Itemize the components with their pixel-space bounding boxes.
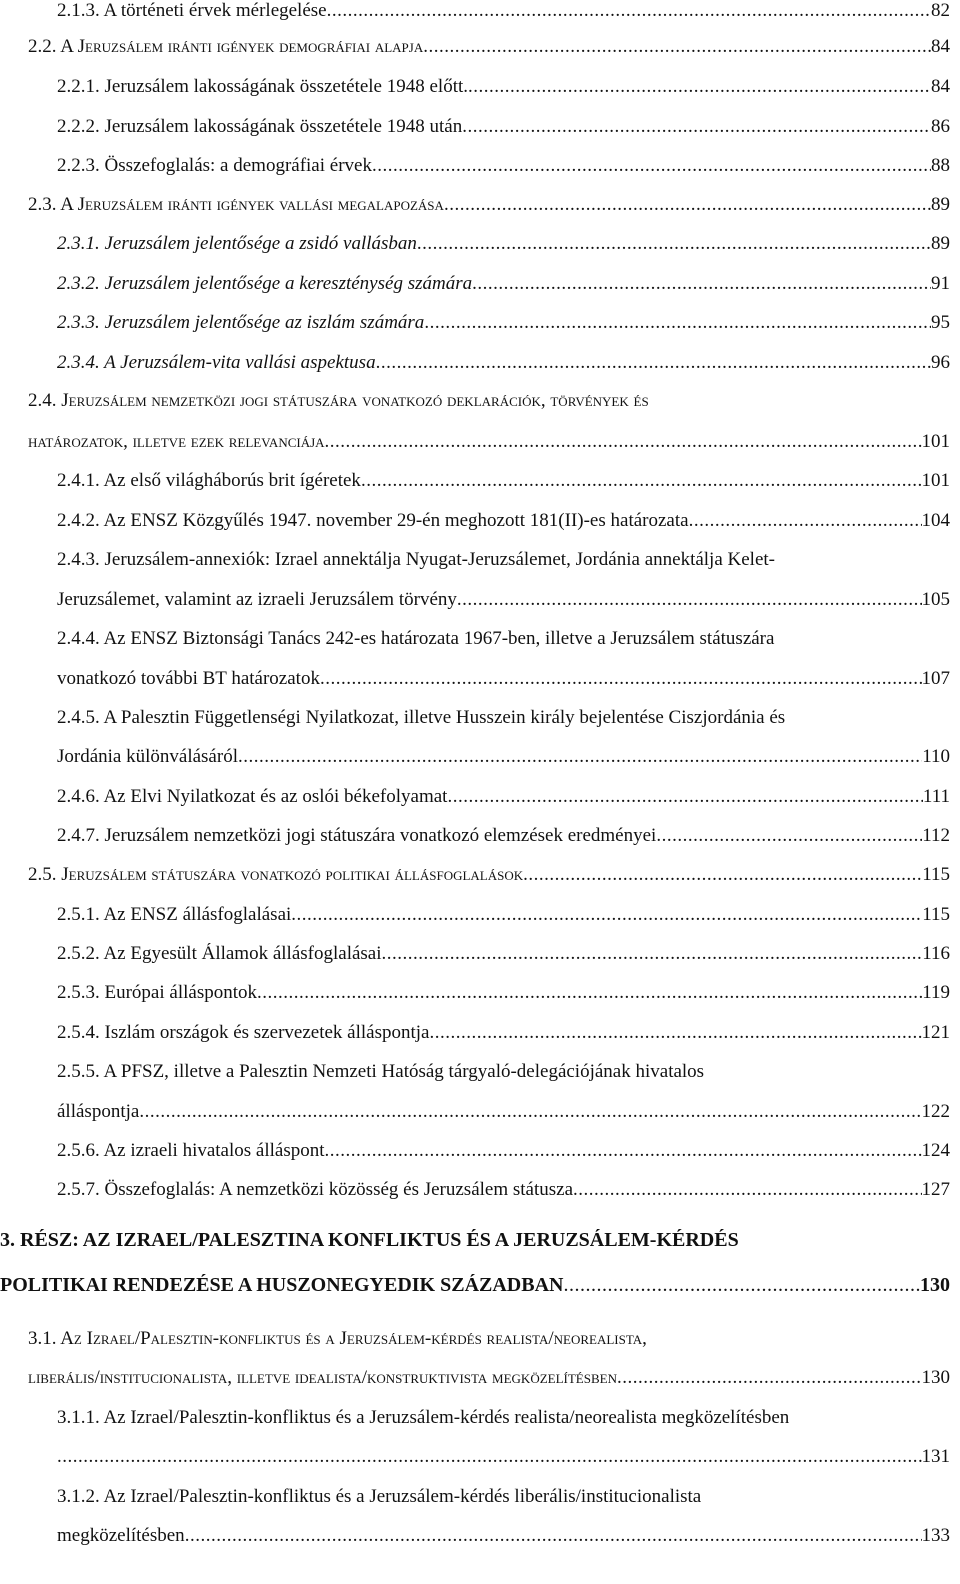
toc-entry-title: 2.3.2. Jeruzsálem jelentősége a kereszténység számára [57, 273, 473, 294]
toc-entry-title: 2.3.4. A Jeruzsálem-vita vallási aspektusa [57, 352, 376, 373]
dot-leader [573, 1179, 921, 1201]
toc-entry[interactable] [57, 233, 950, 263]
toc-entry-title: 2.5. Jeruzsálem státuszára vonatkozó politikai állásfoglalások [28, 864, 524, 885]
toc-entry[interactable] [57, 746, 950, 776]
toc-entry-title: megközelítésben [57, 1525, 185, 1546]
toc-page-number: 115 [922, 864, 950, 885]
toc-entry[interactable] [57, 1446, 950, 1476]
toc-page-number: 88 [931, 155, 950, 176]
dot-leader [325, 1140, 922, 1162]
toc-entry-title: 2.4.1. Az első világháborús brit ígéretek [57, 470, 361, 491]
toc-entry-title: 3.1. Az Izrael/Palesztin-konfliktus és a Jeruzsálem-kérdés realista/neorealista, [28, 1328, 647, 1349]
toc-entry-title: 3. RÉSZ: AZ IZRAEL/PALESZTINA KONFLIKTUS ÉS A JERUZSÁLEM-KÉRDÉS [0, 1229, 739, 1251]
toc-entry-title: POLITIKAI RENDEZÉSE A HUSZONEGYEDIK SZÁZADBAN [0, 1274, 564, 1296]
toc-page-number: 89 [931, 194, 950, 215]
toc-entry-title: 2.5.4. Iszlám országok és szervezetek álláspontja [57, 1022, 430, 1043]
toc-entry[interactable] [57, 312, 950, 342]
toc-entry-title: 2.1.3. A történeti érvek mérlegelése [57, 0, 327, 21]
toc-entry[interactable] [57, 943, 950, 973]
toc-entry-title: 2.3.1. Jeruzsálem jelentősége a zsidó vallásban [57, 233, 417, 254]
dot-leader [523, 864, 922, 886]
dot-leader [447, 786, 922, 808]
toc-entry-title: 2.2.1. Jeruzsálem lakosságának összetétele 1948 előtt. [57, 76, 469, 97]
toc-entry-title: 2.3. A Jeruzsálem iránti igények vallási megalapozása [28, 194, 444, 215]
toc-entry-title: 3.1.2. Az Izrael/Palesztin-konfliktus és a Jeruzsálem-kérdés liberális/institucionalista [57, 1486, 702, 1507]
toc-page-number: 119 [922, 982, 950, 1003]
toc-page-number: 82 [931, 0, 950, 21]
toc-entry[interactable] [28, 1367, 950, 1397]
dot-leader [689, 510, 922, 532]
toc-entry-title: 2.5.5. A PFSZ, illetve a Palesztin Nemzeti Hatóság tárgyaló-delegációjának hivatalos [57, 1061, 705, 1082]
toc-entry[interactable] [28, 864, 950, 894]
toc-page-number: 130 [921, 1367, 950, 1388]
toc-entry[interactable] [57, 0, 950, 30]
dot-leader [563, 1274, 920, 1297]
toc-page-number: 86 [931, 116, 950, 137]
toc-entry[interactable] [57, 1022, 950, 1052]
toc-entry[interactable] [57, 982, 950, 1012]
dot-leader [429, 1022, 921, 1044]
toc-page-number: 131 [921, 1446, 950, 1467]
dot-leader [320, 668, 922, 690]
toc-entry[interactable] [57, 786, 950, 816]
toc-entry[interactable] [57, 668, 950, 698]
toc-entry-title: 2.5.1. Az ENSZ állásfoglalásai [57, 904, 292, 925]
toc-page-number: 95 [931, 312, 950, 333]
dot-leader [372, 155, 931, 177]
toc-entry-title: 2.4.5. A Palesztin Függetlenségi Nyilatkozat, illetve Husszein király bejelentése Ciszjordánia és [57, 707, 786, 728]
toc-entry-title: 2.4.2. Az ENSZ Közgyűlés 1947. november 29-én meghozott 181(II)-es határozata [57, 510, 689, 531]
toc-entry-title: vonatkozó további BT határozatok [57, 668, 320, 689]
toc-page-number: 107 [921, 668, 950, 689]
toc-page-number: 111 [922, 786, 950, 807]
toc-page-number: 116 [922, 943, 950, 964]
dot-leader [468, 76, 931, 98]
dot-leader [424, 312, 931, 334]
toc-page-number: 105 [921, 589, 950, 610]
toc-entry[interactable] [57, 1140, 950, 1170]
toc-page-number: 112 [922, 825, 950, 846]
dot-leader [462, 116, 931, 138]
toc-entry[interactable] [57, 1061, 950, 1091]
toc-entry-title: 2.4.7. Jeruzsálem nemzetközi jogi státuszára vonatkozó elemzések eredményei [57, 825, 657, 846]
toc-page-number: 84 [931, 76, 950, 97]
dot-leader [139, 1101, 921, 1123]
toc-entry-title: álláspontja [57, 1101, 140, 1122]
toc-page-number: 122 [921, 1101, 950, 1122]
toc-entry[interactable] [28, 390, 950, 420]
dot-leader [617, 1367, 922, 1389]
toc-entry[interactable] [57, 1407, 950, 1437]
toc-page-number: 121 [921, 1022, 950, 1043]
toc-entry[interactable] [28, 194, 950, 224]
dot-leader [238, 746, 922, 768]
toc-entry[interactable] [57, 273, 950, 303]
dot-leader [423, 36, 931, 58]
toc-entry-title: 2.4.3. Jeruzsálem-annexiók: Izrael annektálja Nyugat-Jeruzsálemet, Jordánia annektálja Kelet- [57, 549, 775, 570]
dot-leader [417, 233, 931, 255]
toc-page-number: 115 [922, 904, 950, 925]
toc-entry[interactable] [0, 1274, 950, 1304]
toc-entry[interactable] [57, 116, 950, 146]
toc-entry-title: Jeruzsálemet, valamint az izraeli Jeruzsálem törvény [57, 589, 457, 610]
dot-leader [327, 0, 931, 22]
toc-entry-title: 2.5.2. Az Egyesült Államok állásfoglalásai [57, 943, 382, 964]
dot-leader [444, 194, 931, 216]
dot-leader [472, 273, 931, 295]
dot-leader [361, 470, 922, 492]
toc-entry[interactable] [57, 155, 950, 185]
dot-leader [185, 1525, 922, 1547]
toc-entry[interactable] [28, 36, 950, 66]
dot-leader [291, 904, 922, 926]
toc-entry[interactable] [57, 1179, 950, 1209]
toc-entry[interactable] [57, 1486, 950, 1516]
toc-page-number: 127 [921, 1179, 950, 1200]
toc-page-number: 124 [921, 1140, 950, 1161]
toc-page-number: 101 [921, 470, 950, 491]
toc-entry[interactable] [57, 352, 950, 382]
dot-leader [457, 589, 922, 611]
toc-entry-title: 2.4.6. Az Elvi Nyilatkozat és az oslói békefolyamat [57, 786, 448, 807]
toc-entry[interactable] [57, 628, 950, 658]
toc-entry-title: határozatok, illetve ezek relevanciája [28, 431, 325, 452]
toc-entry-title: 2.2.2. Jeruzsálem lakosságának összetétele 1948 után [57, 116, 463, 137]
toc-entry-title: 2.5.7. Összefoglalás: A nemzetközi közösség és Jeruzsálem státusza [57, 1179, 574, 1200]
toc-entry-title: 2.4.4. Az ENSZ Biztonsági Tanács 242-es határozata 1967-ben, illetve a Jeruzsálem státuszára [57, 628, 775, 649]
toc-entry[interactable] [57, 76, 950, 106]
toc-entry-title: 2.5.3. Európai álláspontok [57, 982, 257, 1003]
toc-page-number: 133 [921, 1525, 950, 1546]
toc-page-number: 96 [931, 352, 950, 373]
toc-entry-title: 2.3.3. Jeruzsálem jelentősége az iszlám számára [57, 312, 425, 333]
toc-entry[interactable] [57, 470, 950, 500]
toc-entry[interactable] [28, 1328, 950, 1358]
toc-entry-title: 2.4. Jeruzsálem nemzetközi jogi státuszára vonatkozó deklarációk, törvények és [28, 390, 649, 411]
toc-page-number: 130 [920, 1274, 950, 1296]
dot-leader [325, 431, 922, 453]
toc-page-number: 110 [922, 746, 950, 767]
dot-leader [376, 352, 931, 374]
toc-entry-title: liberális/institucionalista, illetve idealista/konstruktivista megközelítésben [28, 1367, 617, 1388]
toc-entry-title: 2.2. A Jeruzsálem iránti igények demográfiai alapja [28, 36, 424, 57]
toc-entry-title: Jordánia különválásáról [57, 746, 238, 767]
toc-entry-title: 2.2.3. Összefoglalás: a demográfiai érvek [57, 155, 372, 176]
toc-page-number: 104 [921, 510, 950, 531]
toc-entry[interactable] [28, 431, 950, 461]
toc-entry[interactable] [57, 904, 950, 934]
toc-page-number: 101 [921, 431, 950, 452]
toc-entry[interactable] [57, 825, 950, 855]
toc-page-number: 84 [931, 36, 950, 57]
toc-entry[interactable] [57, 549, 950, 579]
toc-entry[interactable] [0, 1229, 950, 1259]
dot-leader [656, 825, 922, 847]
toc-entry[interactable] [57, 589, 950, 619]
toc-entry-title: 2.5.6. Az izraeli hivatalos álláspont [57, 1140, 325, 1161]
toc-entry-title: 3.1.1. Az Izrael/Palesztin-konfliktus és a Jeruzsálem-kérdés realista/neorealista megközelítésben [57, 1407, 790, 1428]
toc-entry[interactable] [57, 510, 950, 540]
toc-entry[interactable] [57, 1101, 950, 1131]
toc-entry[interactable] [57, 707, 950, 737]
dot-leader [382, 943, 923, 965]
toc-entry[interactable] [57, 1525, 950, 1555]
toc-page-number: 91 [931, 273, 950, 294]
toc-page-number: 89 [931, 233, 950, 254]
dot-leader [57, 1446, 922, 1468]
dot-leader [257, 982, 922, 1004]
